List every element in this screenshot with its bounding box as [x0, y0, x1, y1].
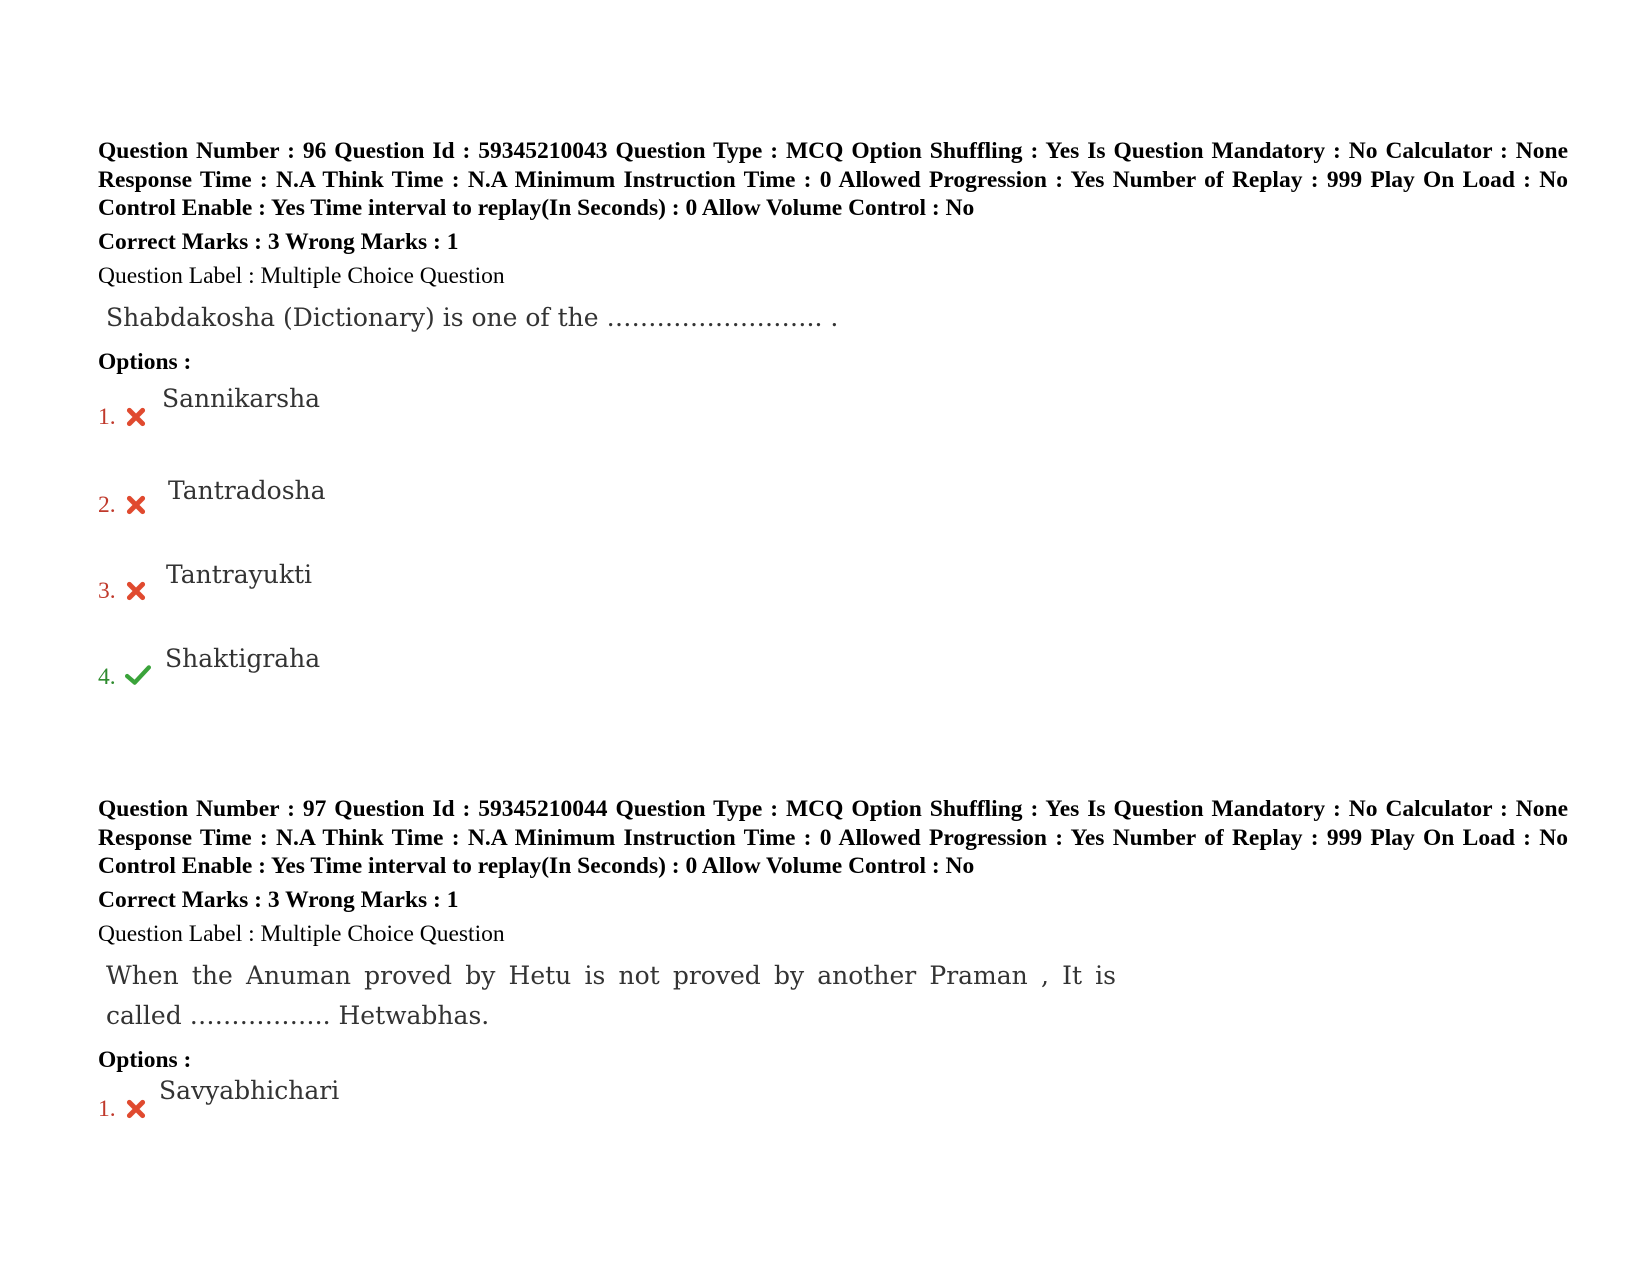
question-marks: Correct Marks : 3 Wrong Marks : 1	[98, 886, 459, 913]
cross-icon	[125, 1098, 147, 1120]
question-block-96	[98, 137, 1568, 720]
question-text: Shabdakosha (Dictionary) is one of the …………………….. .	[106, 302, 839, 332]
question-label: Question Label : Multiple Choice Question	[98, 920, 505, 947]
option-3	[98, 554, 1568, 640]
cross-icon	[125, 494, 147, 516]
option-text: Savyabhichari	[159, 1075, 340, 1105]
question-block-97	[98, 795, 1568, 1134]
option-number: 3.	[98, 577, 116, 604]
option-number: 1.	[98, 1095, 116, 1122]
option-text: Tantrayukti	[166, 559, 313, 589]
question-meta: Question Number : 96 Question Id : 59345210043 Question Type : MCQ Option Shuffling : Yes Is Question Mandatory : No Calculator : None Response Time : N.A Think Time : N.A Minimum Instruction Time : 0 Allowed Progression : Yes Number of Replay : 999 Play On Load : No Control Enable : Yes Time interval to replay(In Seconds) : 0 Allow Volume Control : No	[98, 138, 1568, 221]
option-text: Sannikarsha	[162, 383, 321, 413]
option-number: 1.	[98, 403, 116, 430]
question-text: When the Anuman proved by Hetu is not proved by another Praman , It is called …………….. Hetwabhas.	[106, 960, 1124, 1030]
option-text: Tantradosha	[168, 475, 326, 505]
question-meta: Question Number : 97 Question Id : 59345210044 Question Type : MCQ Option Shuffling : Yes Is Question Mandatory : No Calculator : None Response Time : N.A Think Time : N.A Minimum Instruction Time : 0 Allowed Progression : Yes Number of Replay : 999 Play On Load : No Control Enable : Yes Time interval to replay(In Seconds) : 0 Allow Volume Control : No	[98, 796, 1568, 879]
options-heading: Options :	[98, 1046, 192, 1073]
option-2	[98, 468, 1568, 554]
option-number: 4.	[98, 663, 116, 690]
cross-icon	[125, 580, 147, 602]
option-text: Shaktigraha	[165, 643, 321, 673]
check-icon	[125, 664, 151, 686]
options-heading: Options :	[98, 348, 192, 375]
question-label: Question Label : Multiple Choice Question	[98, 262, 505, 289]
option-number: 2.	[98, 491, 116, 518]
option-1	[98, 1074, 1568, 1134]
question-marks: Correct Marks : 3 Wrong Marks : 1	[98, 228, 459, 255]
cross-icon	[125, 406, 147, 428]
option-4	[98, 640, 1568, 720]
option-1	[98, 376, 1568, 468]
